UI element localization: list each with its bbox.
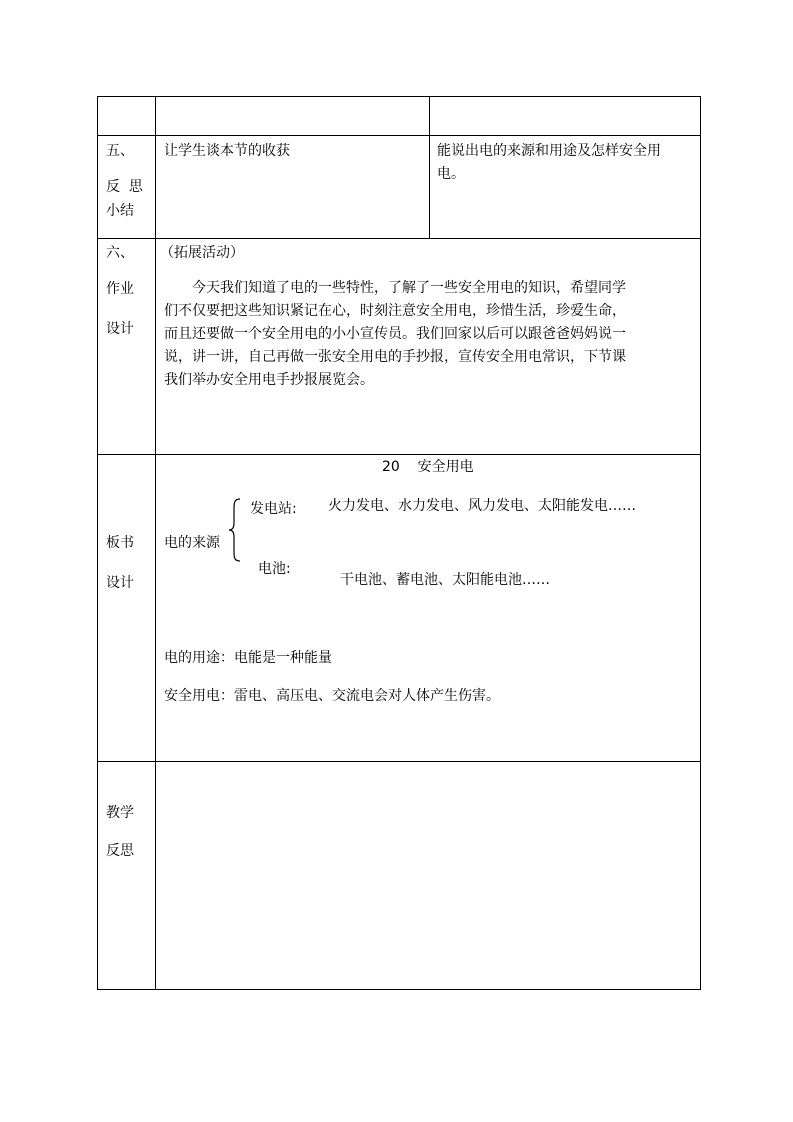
homework-paragraph-line: 而且还要做一个安全用电的小小宣传员。我们回家以后可以跟爸爸妈妈说一	[164, 326, 626, 342]
summary-goal-line1: 能说出电的来源和用途及怎样安全用	[437, 143, 661, 159]
board-safety: 安全用电：雷电、高压电、交流电会对人体产生伤害。	[164, 688, 500, 704]
homework-label-line3: 设计	[106, 321, 134, 337]
board-usage: 电的用途：电能是一种能量	[164, 650, 332, 666]
homework-paragraph-line: 今天我们知道了电的一些特性，了解了一些安全用电的知识，希望同学	[192, 280, 626, 296]
lesson-plan-table	[97, 96, 701, 990]
row-divider	[98, 454, 700, 455]
homework-paragraph-line: 说，讲一讲，自己再做一张安全用电的手抄报，宣传安全用电常识，下节课	[164, 349, 626, 365]
summary-label-line1: 五、	[106, 143, 134, 159]
column-divider	[155, 97, 156, 989]
summary-label-line2: 反 思	[106, 179, 143, 195]
summary-goal-line2: 电。	[437, 166, 465, 182]
homework-label-line2: 作业	[106, 281, 134, 297]
row-divider	[98, 761, 700, 762]
homework-label-line1: 六、	[106, 245, 134, 261]
curly-brace-icon	[228, 497, 242, 563]
board-source-label: 电的来源	[164, 535, 220, 551]
reflection-label-line2: 反思	[106, 843, 134, 859]
board-label-line1: 板书	[106, 535, 134, 551]
reflection-label-line1: 教学	[106, 805, 134, 821]
homework-heading: （拓展活动）	[160, 245, 244, 261]
board-station-items: 火力发电、水力发电、风力发电、太阳能发电……	[328, 498, 636, 514]
row-divider	[98, 238, 700, 239]
homework-paragraph-line: 我们举办安全用电手抄报展览会。	[164, 372, 374, 388]
summary-label-line3: 小结	[106, 203, 134, 219]
board-battery-items: 干电池、蓄电池、太阳能电池……	[340, 572, 550, 588]
board-label-line2: 设计	[106, 575, 134, 591]
homework-paragraph-line: 们不仅要把这些知识紧记在心，时刻注意安全用电，珍惜生活，珍爱生命，	[164, 303, 626, 319]
column-divider	[429, 97, 430, 239]
board-title: 20 安全用电	[382, 459, 474, 475]
homework-paragraph	[164, 277, 694, 392]
board-station-label: 发电站:	[250, 501, 297, 517]
row-divider	[98, 135, 700, 136]
board-battery-label: 电池:	[258, 561, 291, 577]
summary-activity: 让学生谈本节的收获	[164, 143, 290, 159]
